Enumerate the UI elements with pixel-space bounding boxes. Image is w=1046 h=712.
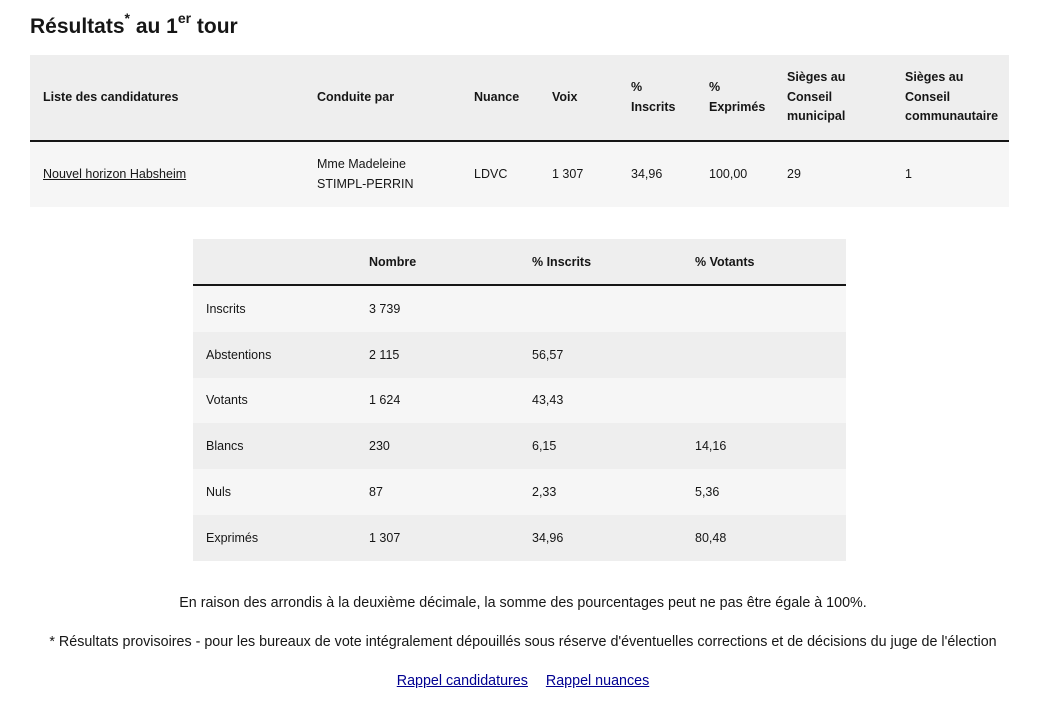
header-pct-exprimes: % Exprimés xyxy=(696,55,774,141)
cell-nuance: LDVC xyxy=(461,141,539,207)
row-pct-votants: 5,36 xyxy=(682,469,846,515)
row-label: Blancs xyxy=(193,423,356,469)
row-pct-votants xyxy=(682,378,846,424)
header-pct-inscrits: % Inscrits xyxy=(519,239,682,285)
row-nombre: 3 739 xyxy=(356,285,519,332)
row-pct-inscrits: 6,15 xyxy=(519,423,682,469)
row-pct-votants: 14,16 xyxy=(682,423,846,469)
header-nombre: Nombre xyxy=(356,239,519,285)
row-label: Exprimés xyxy=(193,515,356,561)
rounding-note: En raison des arrondis à la deuxième décimale, la somme des pourcentages peut ne pas être égale à 100%. xyxy=(179,595,867,611)
header-sieges-municipal: Sièges au Conseil municipal xyxy=(774,55,892,141)
results-header-row xyxy=(30,55,1009,141)
header-nuance: Nuance xyxy=(461,55,539,141)
cell-list xyxy=(30,141,304,207)
row-label: Nuls xyxy=(193,469,356,515)
participation-header-row xyxy=(193,239,846,285)
footer-links xyxy=(0,673,1046,689)
row-label: Abstentions xyxy=(193,332,356,378)
header-list: Liste des candidatures xyxy=(30,55,304,141)
header-sieges-communautaire: Sièges au Conseil communautaire xyxy=(892,55,1009,141)
row-pct-inscrits: 56,57 xyxy=(519,332,682,378)
table-row xyxy=(193,332,846,378)
row-pct-inscrits xyxy=(519,285,682,332)
header-pct-inscrits: % Inscrits xyxy=(618,55,696,141)
table-row xyxy=(193,423,846,469)
cell-voix: 1 307 xyxy=(539,141,618,207)
rappel-candidatures-link[interactable]: Rappel candidatures xyxy=(396,673,528,689)
row-pct-inscrits: 34,96 xyxy=(519,515,682,561)
cell-pct-exprimes: 100,00 xyxy=(696,141,774,207)
row-nombre: 2 115 xyxy=(356,332,519,378)
row-label: Inscrits xyxy=(193,285,356,332)
header-label xyxy=(193,239,356,285)
row-label: Votants xyxy=(193,378,356,424)
results-table xyxy=(30,55,1009,207)
row-nombre: 1 307 xyxy=(356,515,519,561)
row-pct-votants xyxy=(682,285,846,332)
header-voix: Voix xyxy=(539,55,618,141)
provisional-note: * Résultats provisoires - pour les bureaux de vote intégralement dépouillés sous réserve d'éventuelles corrections et de décisions du juge de l'élection xyxy=(49,634,997,650)
participation-table xyxy=(193,239,846,561)
row-nombre: 1 624 xyxy=(356,378,519,424)
table-row xyxy=(193,285,846,332)
header-pct-votants: % Votants xyxy=(682,239,846,285)
list-link[interactable]: Nouvel horizon Habsheim xyxy=(43,166,187,181)
header-leader: Conduite par xyxy=(304,55,461,141)
cell-pct-inscrits: 34,96 xyxy=(618,141,696,207)
table-row xyxy=(30,141,1009,207)
table-row xyxy=(193,378,846,424)
cell-sieges-communautaire: 1 xyxy=(892,141,1009,207)
cell-leader: Mme Madeleine STIMPL-PERRIN xyxy=(304,141,461,207)
row-nombre: 230 xyxy=(356,423,519,469)
table-row xyxy=(193,469,846,515)
row-pct-votants: 80,48 xyxy=(682,515,846,561)
table-row xyxy=(193,515,846,561)
row-pct-inscrits: 2,33 xyxy=(519,469,682,515)
rappel-nuances-link[interactable]: Rappel nuances xyxy=(545,673,650,689)
cell-sieges-municipal: 29 xyxy=(774,141,892,207)
row-nombre: 87 xyxy=(356,469,519,515)
row-pct-votants xyxy=(682,332,846,378)
row-pct-inscrits: 43,43 xyxy=(519,378,682,424)
page-title: Résultats* au 1er tour xyxy=(30,10,238,38)
